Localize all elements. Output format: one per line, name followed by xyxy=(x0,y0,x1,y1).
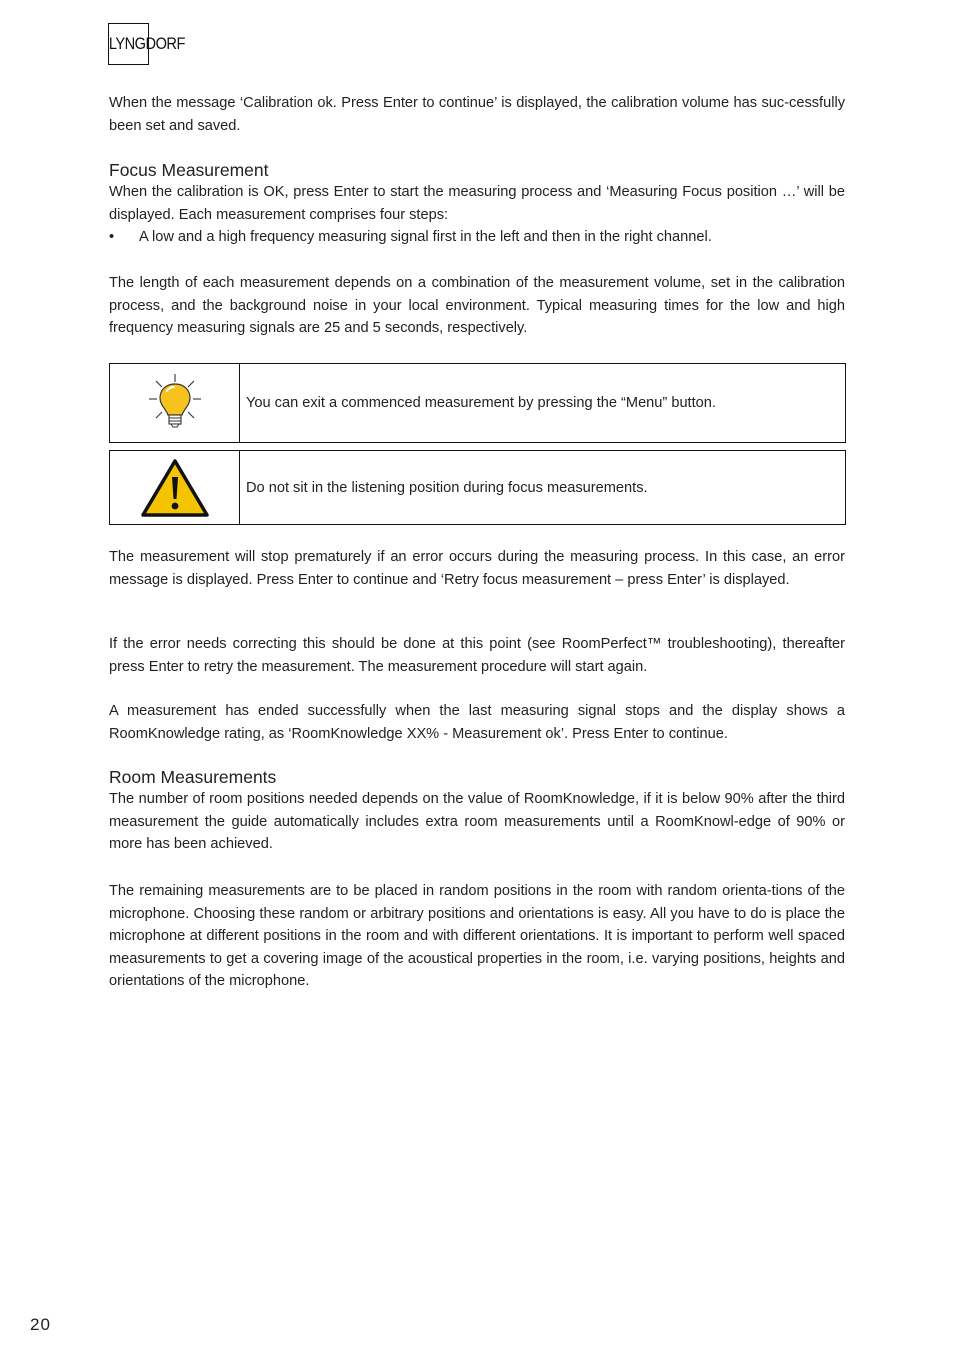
focus-bullet-item xyxy=(109,226,845,249)
lightbulb-icon xyxy=(145,372,205,434)
logo-text: LYNGDORF xyxy=(108,34,185,53)
success-section xyxy=(109,700,845,745)
error-section-2 xyxy=(109,633,845,678)
warning-text-cell xyxy=(240,451,845,524)
focus-paragraph-2: The length of each measurement depends on a combination of the measurement volume, set in the calibration process, and the background noise in your local environment. Typical measuring times for the low and high frequency measuring signals are 25 and 5 seconds, respectively. xyxy=(109,275,845,336)
error-paragraph-1: The measurement will stop prematurely if an error occurs during the measuring process. In this case, an error message is displayed. Press Enter to continue and ‘Retry focus measurement – press Enter’ is displayed. xyxy=(109,549,845,588)
page-number: 20 xyxy=(30,1315,51,1334)
focus-section-2 xyxy=(109,272,845,340)
tip-icon-cell xyxy=(110,364,240,442)
focus-heading: Focus Measurement xyxy=(109,160,269,180)
intro-section xyxy=(109,92,845,137)
intro-paragraph: When the message ‘Calibration ok. Press Enter to continue’ is displayed, the calibration volume has suc-cessfully been set and saved. xyxy=(109,95,845,134)
warning-box xyxy=(109,450,846,525)
warning-text: Do not sit in the listening position during focus measurements. xyxy=(246,479,648,496)
warning-icon-cell xyxy=(110,451,240,524)
tip-text: You can exit a commenced measurement by pressing the “Menu” button. xyxy=(246,395,716,411)
room-paragraph-1: The number of room positions needed depends on the value of RoomKnowledge, if it is below 90% after the third measurement the guide automatically includes extra room measurements until a RoomKnowl-edge of 90% or more has been achieved. xyxy=(109,791,845,852)
room-heading: Room Measurements xyxy=(109,767,277,787)
room-paragraph-2: The remaining measurements are to be placed in random positions in the room with random orienta-tions of the microphone. Choosing these random or arbitrary positions and orientations is easy. All you have to do is place the microphone at different positions in the room and with different orientations. It is important to perform well spaced measurements to get a covering image of the acoustical properties in the room, i.e. varying positions, heights and orientations of the microphone. xyxy=(109,883,845,989)
bullet-text: A low and a high frequency measuring signal first in the left and then in the right channel. xyxy=(139,229,712,245)
bullet-marker: • xyxy=(109,229,115,245)
tip-box xyxy=(109,363,846,443)
success-paragraph: A measurement has ended successfully when the last measuring signal stops and the display shows a RoomKnowledge rating, as ‘RoomKnowledge XX% - Measurement ok’. Press Enter to continue. xyxy=(109,703,845,742)
room-section-2 xyxy=(109,880,845,993)
room-section xyxy=(109,766,845,856)
error-section xyxy=(109,546,845,591)
error-paragraph-2: If the error needs correcting this should be done at this point (see RoomPerfect™ troubleshooting), thereafter press Enter to retry the measurement. The measurement procedure will start again. xyxy=(109,636,845,675)
focus-section xyxy=(109,159,845,249)
bulb-glass xyxy=(160,384,190,415)
focus-paragraph-1: When the calibration is OK, press Enter to start the measuring process and ‘Measuring Focus position …’ will be displayed. Each measurement comprises four steps: xyxy=(109,184,845,223)
tip-text-cell xyxy=(240,364,845,442)
brand-logo xyxy=(108,23,197,65)
warning-icon xyxy=(140,458,210,518)
